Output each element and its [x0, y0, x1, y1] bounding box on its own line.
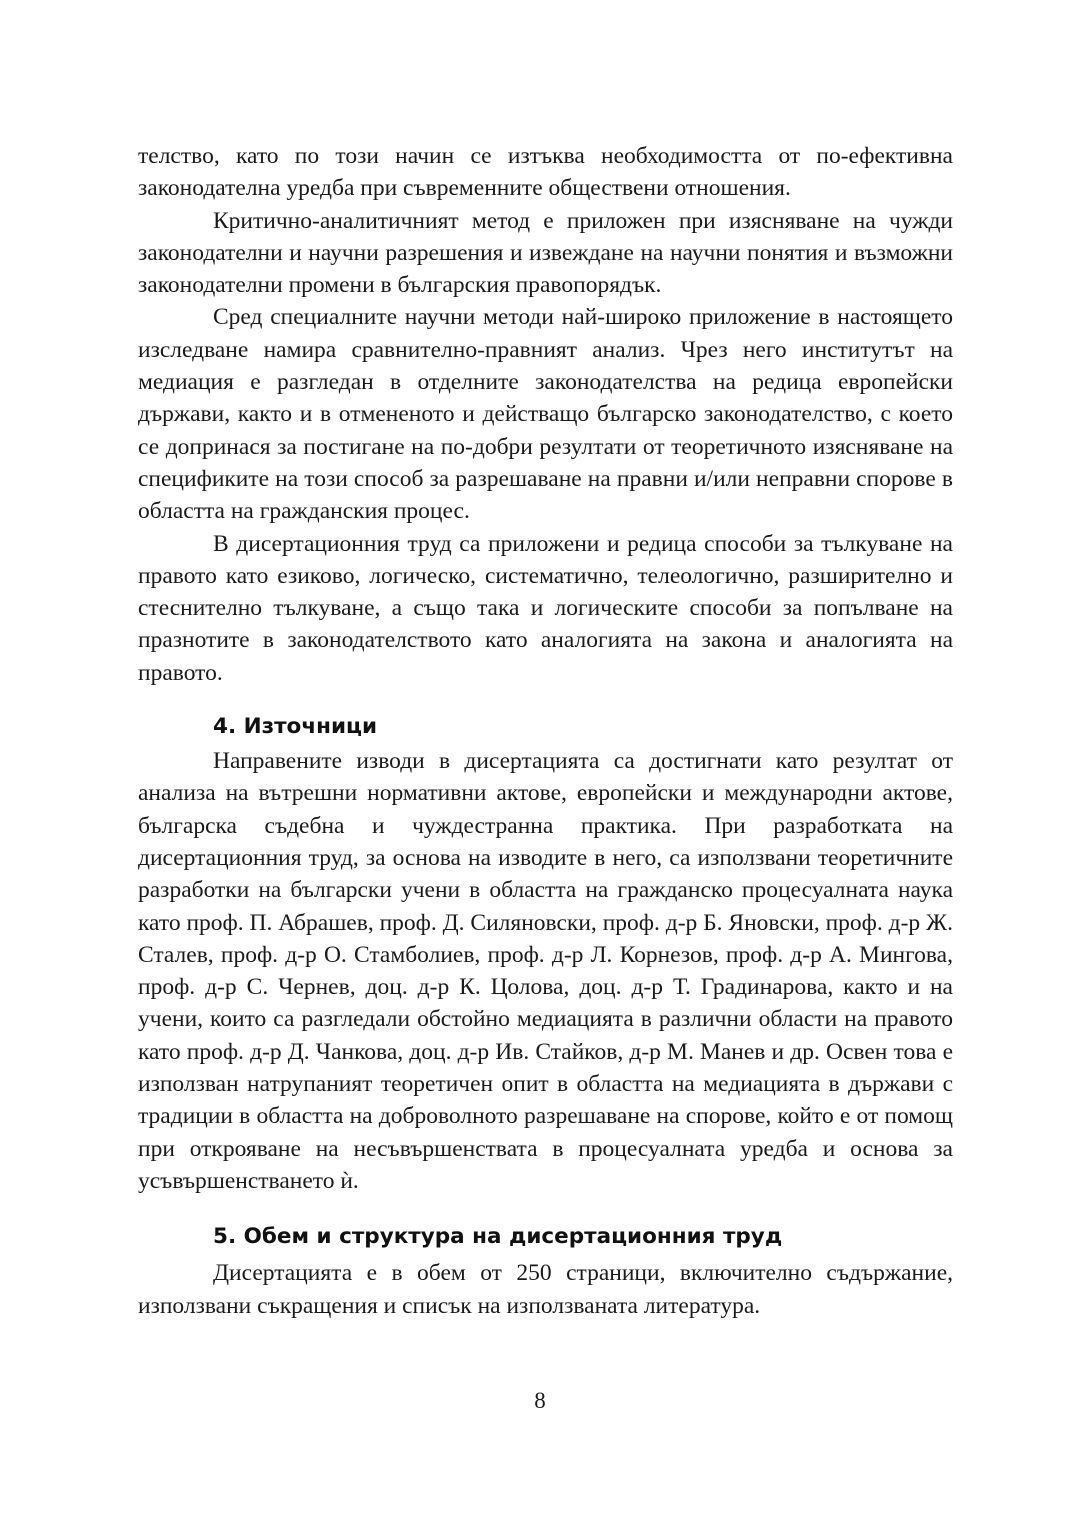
section-5-heading: 5. Обем и структура на дисертационния труд	[213, 1224, 783, 1250]
volume-structure-paragraph: Дисертацията е в обем от 250 страници, включително съдържание, използвани съкращения и списък на използваната литература.	[138, 1260, 953, 1319]
document-page	[138, 140, 953, 1322]
sources-paragraph: Направените изводи в дисертацията са достигнати като резултат от анализа на вътрешни нормативни актове, европейски и международни актове, българска съдебна и чуждестранна практика. При разработката на дисертационния труд, за основа на изводите в него, са използвани теоретичните разработки на български учени в областта на гражданско процесуалната наука като проф. П. Абрашев, проф. Д. Силяновски, проф. д-р Б. Яновски, проф. д-р Ж. Сталев, проф. д-р О. Стамболиев, проф. д-р Л. Корнезов, проф. д-р А. Мингова, проф. д-р С. Чернев, доц. д-р К. Цолова, доц. д-р Т. Градинарова, както и на учени, които са разгледали обстойно медиацията в различни области на правото като проф. д-р Д. Чанкова, доц. д-р Ив. Стайков, д-р М. Манев и др. Освен това е използван натрупаният теоретичен опит в областта на медиацията в държави с традиции в областта на доброволното разрешаване на спорове, който е от помощ при открояване на несъвършенствата в процесуалната уредба и основа за усъвършенстването ѝ.	[138, 748, 953, 1194]
section-4-heading: 4. Източници	[213, 714, 378, 740]
continuation-paragraph: телство, като по този начин се изтъква необходимостта от по-ефективна законодателна уредба при съвременните обществени отношения.	[138, 143, 953, 202]
comparative-law-paragraph: Сред специалните научни методи най-широко приложение в настоящето изследване намира сравнително-правният анализ. Чрез него институтът на медиация е разгледан в отделните законодателства на редица европейски държави, както и в отмененото и действащо българско законодателство, с което се допринася за постигане на по-добри резултати от теоретичното изясняване на спецификите на този способ за разрешаване на правни и/или неправни спорове в областта на гражданския процес.	[138, 304, 953, 525]
critical-analytical-paragraph: Критично-аналитичният метод е приложен при изясняване на чужди законодателни и научни разрешения и извеждане на научни понятия и възможни законодателни промени в българския правопорядък.	[138, 207, 953, 299]
page-number: 8	[534, 1388, 546, 1413]
interpretation-methods-paragraph: В дисертационния труд са приложени и редица способи за тълкуване на правото като езиково, логическо, систематично, телеологично, разширително и стеснително тълкуване, а също така и логическите способи за попълване на празнотите в законодателството като аналогията на закона и аналогията на правото.	[138, 530, 953, 686]
